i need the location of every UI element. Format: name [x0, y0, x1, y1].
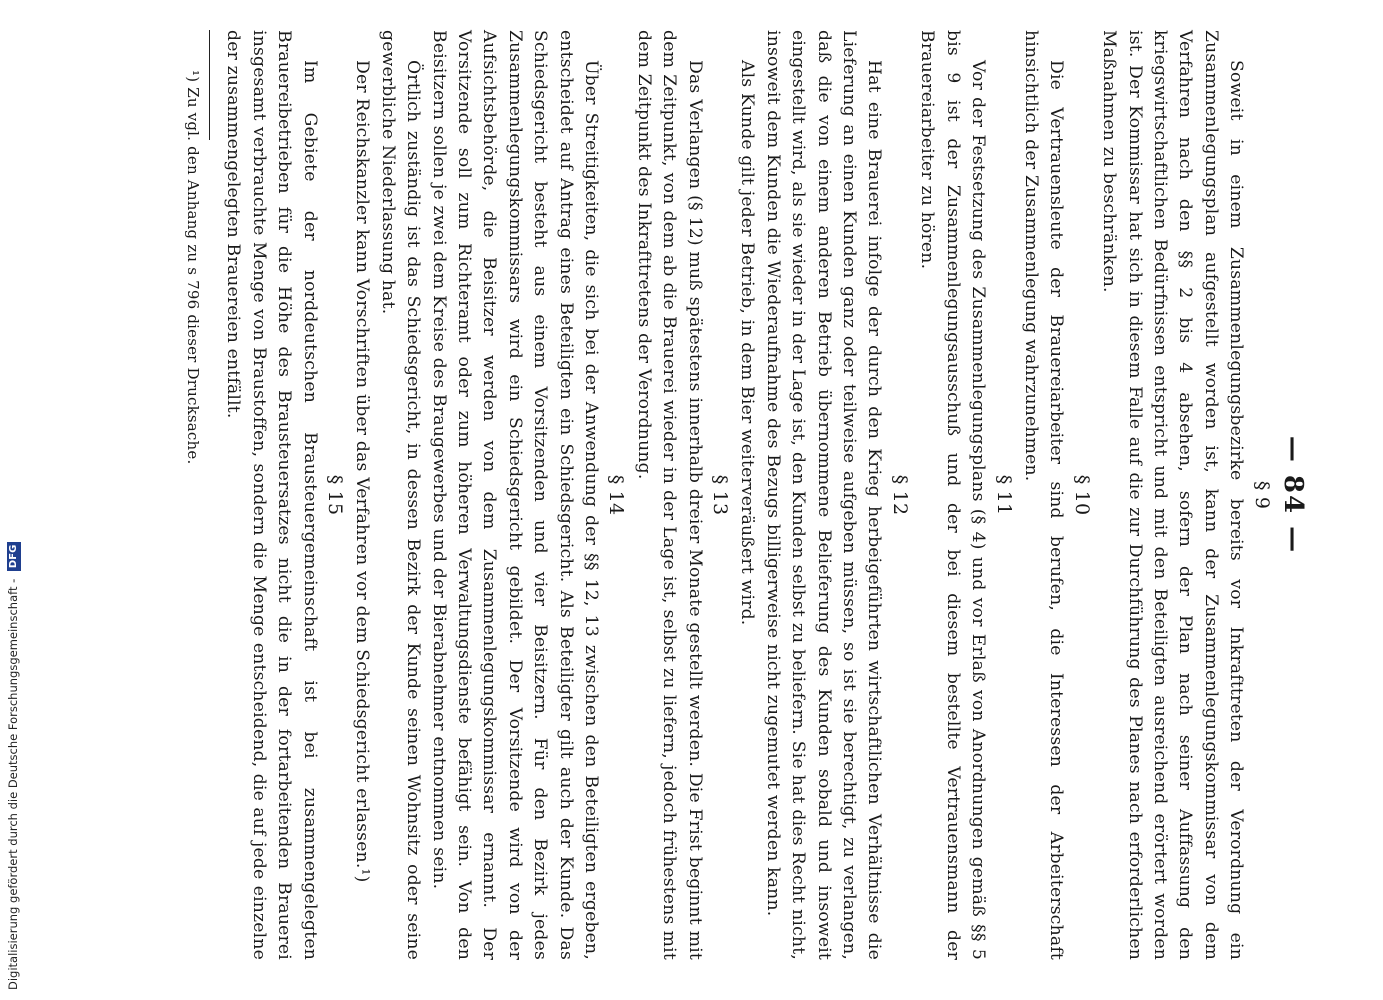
section-paragraph: Im Gebiete der norddeutschen Brausteuergemeinschaft ist bei zusammengelegten Brauereibetrieben für die Höhe des Brausteuersatzes nicht die in der fortarbeitenden Brauerei insgesamt verbrauchte Menge von Braustoffen, sondern die Menge entscheidend, die auf jede einzelne der zusammengelegten Brauereien entfällt. [223, 30, 320, 960]
section-heading: § 12 [888, 474, 911, 516]
footnote-divider [209, 30, 210, 140]
sections-container [220, 30, 1274, 960]
section-paragraph: Als Kunde gilt jeder Betrieb, in dem Bier weiterveräußert wird. [737, 60, 758, 626]
page-number: — 84 — [1278, 435, 1308, 555]
section-heading: § 9 [1250, 480, 1273, 510]
section-paragraph: Örtlich zuständig ist das Schiedsgericht, in dessen Bezirk der Kunde seinen Wohnsitz oder seine gewerbliche Niederlassung hat. [377, 30, 424, 960]
digitization-credit [0, 0, 26, 1000]
section-heading: § 11 [992, 474, 1015, 516]
section-paragraph: Über Streitigkeiten, die sich bei der Anwendung der §§ 12, 13 zwischen den Beteiligten ergeben, entscheidet auf Antrag eines Beteiligten ein Schiedsgericht. Als Beteiligter gilt auch der Kunde. Das Schiedsgericht besteht aus einem Vorsitzenden und vier Beisitzern. Für den Bezirk jedes Zusammenlegungskommissars wird ein Schiedsgericht gebildet. Der Vorsitzende wird von der Aufsichtsbehörde, die Beisitzer werden von dem Zusammenlegungskommissar ernannt. Der Vorsitzende soll zum Richteramt oder zum höheren Verwaltungsdienste befähigt sein. Von den Beisitzern sollen je zwei dem Kreise des Braugewerbes und der Bierabnehmer entnommen sein. [428, 30, 602, 960]
section-paragraph: Vor der Festsetzung des Zusammenlegungsplans (§ 4) und vor Erlaß von Anordnungen gemäß §§ 5 bis 9 ist der Zusammenlegungsausschuß und der bei diesem bestellte Vertrauensmann der Brauereiarbeiter zu hören. [917, 30, 989, 960]
section-paragraph: Die Vertrauensleute der Brauereiarbeiter sind berufen, die Interessen der Arbeiterschaft hinsichtlich der Zusammenlegung wahrzunehmen. [1020, 30, 1067, 960]
footnote: ¹) Zu vgl. den Anhang zu s 796 dieser Drucksache. [183, 70, 202, 465]
document-page [175, 30, 1308, 960]
section-heading: § 10 [1070, 474, 1093, 516]
section-heading: § 14 [605, 474, 628, 516]
dfg-logo: DFG [7, 542, 21, 571]
credit-text: Digitalisierung gefördert durch die Deutsche Forschungsgemeinschaft - [6, 578, 20, 990]
section-paragraph: Hat eine Brauerei infolge der durch den Krieg herbeigeführten wirtschaftlichen Verhältnisse die Lieferung an einen Kunden ganz oder teilweise aufgeben müssen, so ist sie berechtigt, zu verlangen, daß die von einem anderen Betrieb übernommene Belieferung des Kunden sobald und insoweit eingestellt wird, als sie wieder in der Lage ist, den Kunden selbst zu beliefern. Sie hat dies Recht nicht, insoweit dem Kunden die Wiederaufnahme des Bezugs billigerweise nicht zugemutet werden kann. [762, 30, 885, 960]
section-heading: § 15 [323, 474, 346, 516]
section-heading: § 13 [709, 474, 732, 516]
section-paragraph: Der Reichskanzler kann Vorschriften über das Verfahren vor dem Schiedsgericht erlassen.¹) [352, 60, 373, 883]
section-paragraph: Soweit in einem Zusammenlegungsbezirke bereits vor Inkrafttreten der Verordnung ein Zusammenlegungsplan aufgestellt worden ist, kann der Zusammenlegungskommissar von dem Verfahren nach den §§ 2 bis 4 absehen, sofern der Plan nach seiner Auffassung den kriegswirtschaftlichen Bedürfnissen entspricht und mit den Beteiligten ausreichend erörtert worden ist. Der Kommissar hat sich in diesem Falle auf die zur Durchführung des Planes nach erforderlichen Maßnahmen zu beschränken. [1099, 30, 1247, 960]
section-paragraph: Das Verlangen (§ 12) muß spätestens innerhalb dreier Monate gestellt werden. Die Frist beginnt mit dem Zeitpunkt, von dem ab die Brauerei wieder in der Lage ist, selbst zu liefern, jedoch frühestens mit dem Zeitpunkt des Inkrafttretens der Verordnung. [633, 30, 705, 960]
